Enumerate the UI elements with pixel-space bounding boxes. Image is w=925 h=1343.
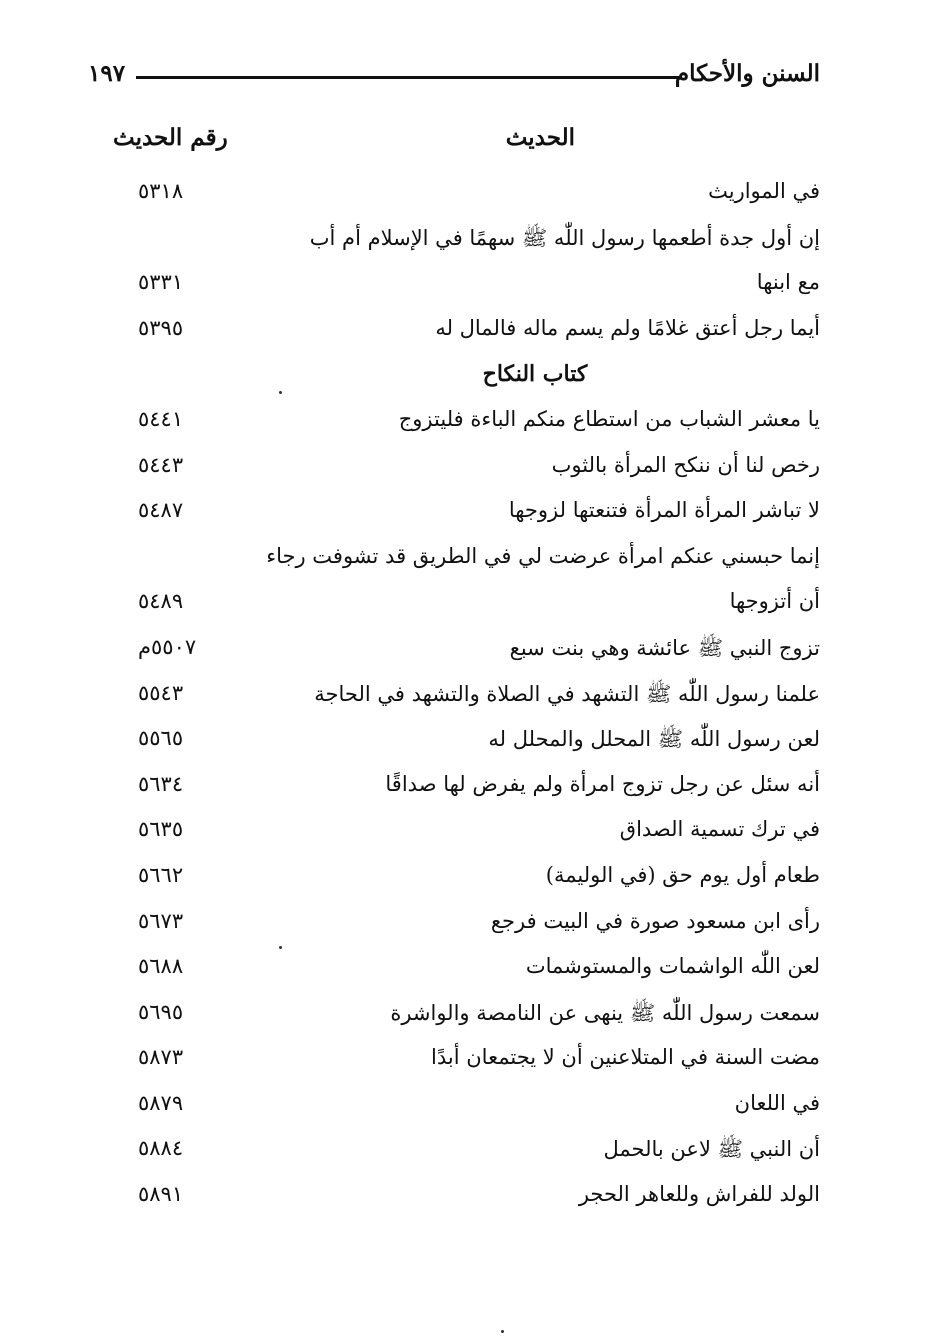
index-entry [0,309,925,355]
hadith-text: لعن رسول اللّٰه ﷺ المحلل والمحلل له [488,727,820,752]
hadith-text: يا معشر الشباب من استطاع منكم الباءة فليتزوج [398,406,820,431]
hadith-number: ٥٨٧٩ [138,1090,184,1115]
index-entry [0,1129,925,1175]
index-entry [0,674,925,720]
index-entry [0,582,925,628]
print-speck [501,1330,504,1333]
hadith-number: ٥٣٩٥ [138,315,184,340]
index-entry [0,993,925,1039]
hadith-number: ٥٦٨٨ [138,954,184,979]
hadith-text: مضت السنة في المتلاعنين أن لا يجتمعان أبدًا [431,1045,820,1070]
print-speck [279,946,282,949]
hadith-number: ٥٣١٨ [138,179,184,203]
index-entry [0,1084,925,1130]
hadith-text: سمعت رسول اللّٰه ﷺ ينهى عن النامصة والواشرة [390,1000,820,1025]
hadith-text: لا تباشر المرأة المرأة فتنعتها لزوجها [508,498,820,523]
hadith-text: أنه سئل عن رجل تزوج امرأة ولم يفرض لها صداقًا [385,771,820,796]
index-entry [0,491,925,537]
hadith-text: الولد للفراش وللعاهر الحجر [578,1182,820,1207]
index-entry [0,537,925,583]
hadith-number: ٥٦٧٣ [138,908,184,933]
hadith-text: إنما حبسني عنكم امرأة عرضت لي في الطريق قد تشوفت رجاء [266,543,820,568]
index-entry [0,1175,925,1221]
print-speck [279,391,282,394]
index-entry [0,446,925,492]
hadith-number: ٥٤٤٣ [138,452,184,477]
index-entry [0,218,925,264]
hadith-index-list [0,172,925,1221]
page-number: ١٩٧ [88,60,126,87]
index-entry [0,263,925,309]
hadith-text: رأى ابن مسعود صورة في البيت فرجع [490,908,820,933]
hadith-text: في المواريث [708,179,820,203]
hadith-text: رخص لنا أن ننكح المرأة بالثوب [551,452,820,477]
hadith-number: ٥٦٦٢ [138,862,184,887]
hadith-text: أن أتزوجها [729,589,820,614]
hadith-number: ٥٨٨٤ [138,1136,184,1161]
hadith-text: إن أول جدة أطعمها رسول اللّٰه ﷺ سهمًا في الإسلام أم أب [309,225,820,250]
hadith-number: ٥٤٨٩ [138,589,184,614]
hadith-text: أيما رجل أعتق غلامًا ولم يسم ماله فالمال له [435,315,820,340]
index-entry [0,765,925,811]
index-entry [0,902,925,948]
hadith-text: أن النبي ﷺ لاعن بالحمل [603,1137,820,1162]
hadith-number: ٥٨٩١ [138,1182,184,1207]
index-entry [0,172,925,218]
hadith-number: ٥٤٨٧ [138,498,184,523]
header-rule [136,76,682,79]
hadith-text: علمنا رسول اللّٰه ﷺ التشهد في الصلاة والتشهد في الحاجة [314,681,820,706]
index-entry [0,947,925,993]
hadith-number: ٥٤٤١ [138,406,184,431]
hadith-text: في ترك تسمية الصداق [619,817,820,842]
hadith-number-column-header: رقم الحديث [113,124,228,151]
hadith-number: ٥٦٣٤ [138,771,184,796]
section-title: كتاب النكاح [482,361,588,388]
hadith-number: ٥٥٦٥ [138,726,184,751]
hadith-text: في اللعان [734,1090,820,1115]
index-entry [0,856,925,902]
page-header [88,58,820,98]
hadith-number: ٥٥٠٧م [138,634,197,659]
index-entry [0,719,925,765]
hadith-text: مع ابنها [756,270,820,295]
hadith-number: ٥٨٧٣ [138,1045,184,1070]
index-entry [0,810,925,856]
hadith-column-header: الحديث [505,124,575,151]
hadith-number: ٥٥٤٣ [138,680,184,705]
hadith-number: ٥٦٩٥ [138,999,184,1024]
hadith-text: لعن اللّٰه الواشمات والمستوشمات [525,954,820,979]
section-heading [0,354,925,400]
hadith-text: طعام أول يوم حق (في الوليمة) [545,862,820,887]
index-entry [0,1038,925,1084]
index-entry [0,400,925,446]
index-entry [0,628,925,674]
hadith-text: تزوج النبي ﷺ عائشة وهي بنت سبع [509,635,820,660]
hadith-number: ٥٦٣٥ [138,817,184,842]
hadith-number: ٥٣٣١ [138,270,184,295]
running-title: السنن والأحكام [674,60,820,87]
